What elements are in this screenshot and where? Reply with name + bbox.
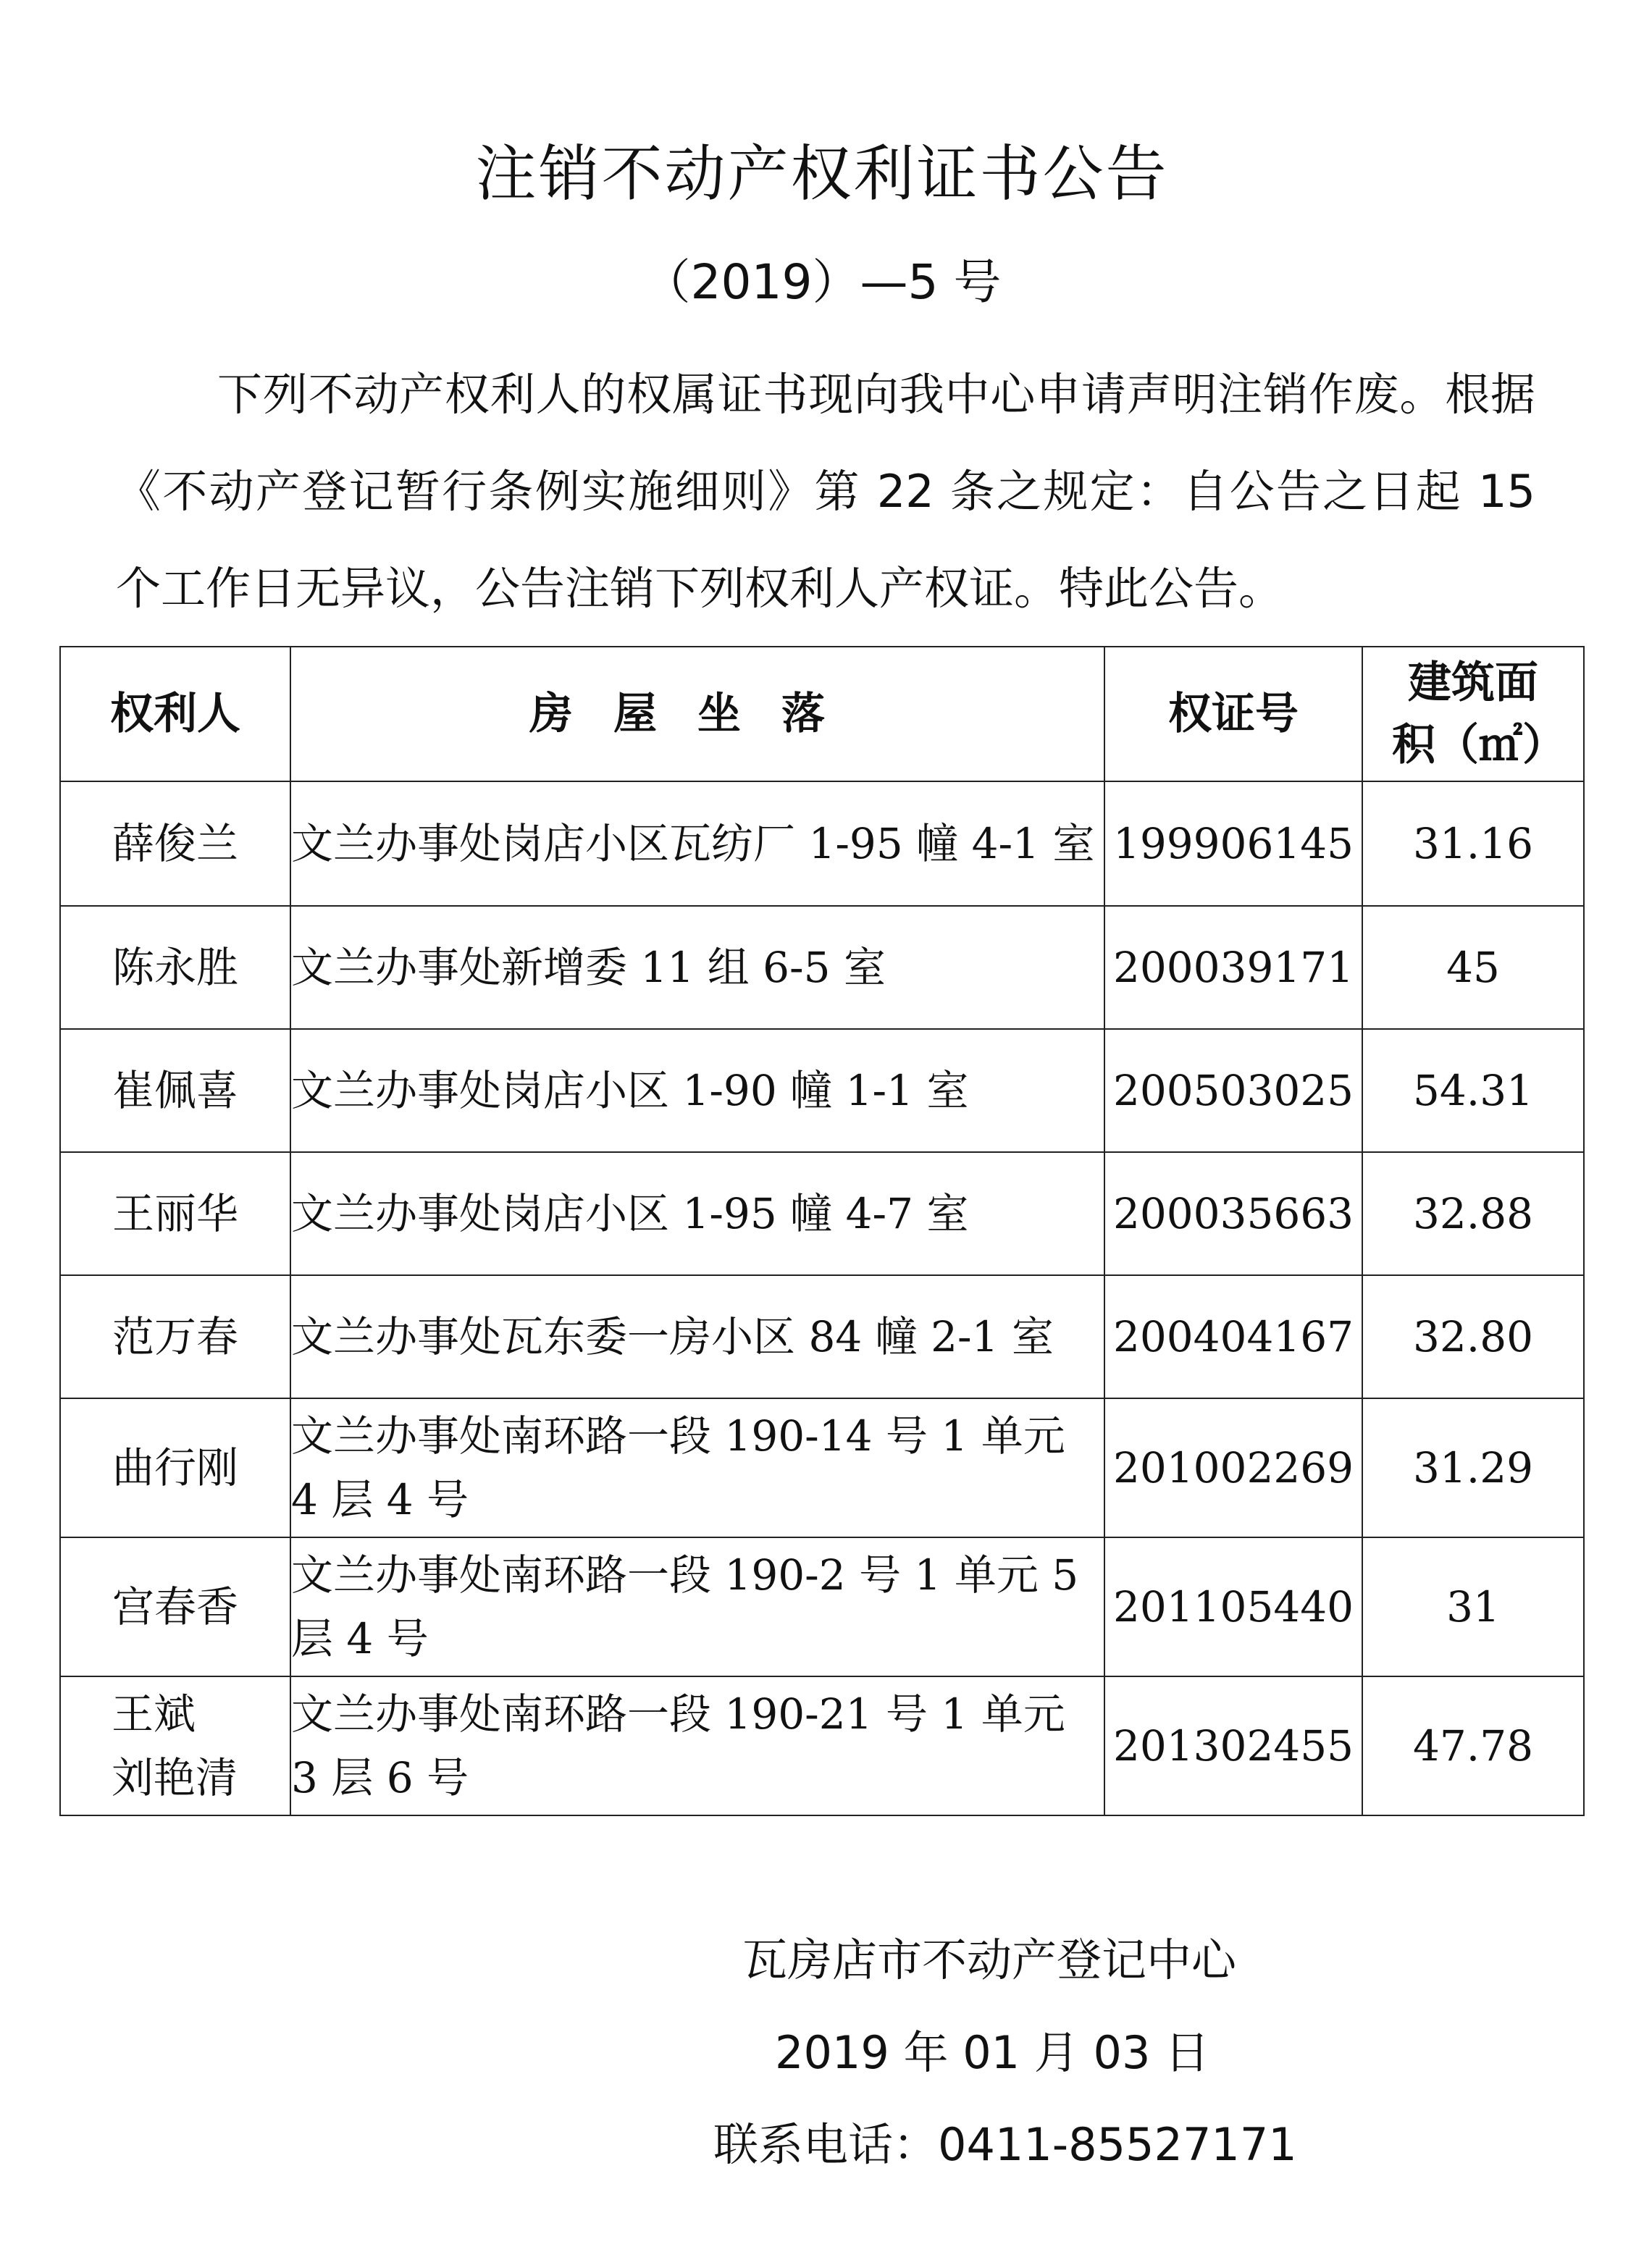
cell-area: 54.31 bbox=[1362, 1029, 1584, 1152]
cell-area: 32.88 bbox=[1362, 1152, 1584, 1275]
cell-owner: 宫春香 bbox=[60, 1537, 290, 1676]
table-row bbox=[60, 1152, 1584, 1275]
cell-cert-no: 200039171 bbox=[1104, 906, 1362, 1029]
cell-area: 31 bbox=[1362, 1537, 1584, 1676]
issuing-organization: 瓦房店市不动产登记中心 bbox=[742, 1933, 1237, 1986]
cell-cert-no: 199906145 bbox=[1104, 781, 1362, 906]
cell-cert-no: 201302455 bbox=[1104, 1676, 1362, 1815]
cell-cert-no: 200503025 bbox=[1104, 1029, 1362, 1152]
cell-address: 文兰办事处南环路一段 190-21 号 1 单元 3 层 6 号 bbox=[290, 1676, 1104, 1815]
table-row bbox=[60, 1676, 1584, 1815]
cell-address: 文兰办事处新增委 11 组 6-5 室 bbox=[290, 906, 1104, 1029]
header-area: 建筑面积（㎡） bbox=[1362, 647, 1584, 781]
header-address bbox=[290, 647, 1104, 781]
cell-cert-no: 201105440 bbox=[1104, 1537, 1362, 1676]
table-row bbox=[60, 1275, 1584, 1398]
cell-area: 32.80 bbox=[1362, 1275, 1584, 1398]
cell-address: 文兰办事处岗店小区瓦纺厂 1-95 幢 4-1 室 bbox=[290, 781, 1104, 906]
cell-owner bbox=[60, 1676, 290, 1815]
table-row bbox=[60, 1398, 1584, 1537]
cell-owner: 范万春 bbox=[60, 1275, 290, 1398]
table-row bbox=[60, 1029, 1584, 1152]
cell-cert-no: 200404167 bbox=[1104, 1275, 1362, 1398]
cell-address: 文兰办事处岗店小区 1-95 幢 4-7 室 bbox=[290, 1152, 1104, 1275]
issue-date: 2019 年 01 月 03 日 bbox=[775, 2026, 1210, 2079]
table-row bbox=[60, 906, 1584, 1029]
cell-owner: 陈永胜 bbox=[60, 906, 290, 1029]
certificate-table bbox=[59, 646, 1585, 1816]
table-row bbox=[60, 1537, 1584, 1676]
document-number: （2019）—5 号 bbox=[642, 254, 1002, 310]
cell-area: 47.78 bbox=[1362, 1676, 1584, 1815]
owner-name-1: 王斌 bbox=[112, 1689, 196, 1739]
cell-address: 文兰办事处岗店小区 1-90 幢 1-1 室 bbox=[290, 1029, 1104, 1152]
table-row bbox=[60, 781, 1584, 906]
cell-owner: 曲行刚 bbox=[60, 1398, 290, 1537]
notice-body: 下列不动产权利人的权属证书现向我中心申请声明注销作废。根据《不动产登记暂行条例实施细则》第 22 条之规定：自公告之日起 15 个工作日无异议，公告注销下列权利人产权证。特此公告。 bbox=[116, 368, 1535, 615]
cell-cert-no: 200035663 bbox=[1104, 1152, 1362, 1275]
cell-address: 文兰办事处瓦东委一房小区 84 幢 2-1 室 bbox=[290, 1275, 1104, 1398]
cell-address: 文兰办事处南环路一段 190-2 号 1 单元 5 层 4 号 bbox=[290, 1537, 1104, 1676]
contact-phone: 联系电话：0411-85527171 bbox=[713, 2118, 1297, 2171]
cell-cert-no: 201002269 bbox=[1104, 1398, 1362, 1537]
table-header-row bbox=[60, 647, 1584, 781]
header-address-label: 房屋坐落 bbox=[529, 689, 865, 739]
cell-owner: 王丽华 bbox=[60, 1152, 290, 1275]
cell-owner: 薛俊兰 bbox=[60, 781, 290, 906]
cell-area: 31.16 bbox=[1362, 781, 1584, 906]
cell-owner: 崔佩喜 bbox=[60, 1029, 290, 1152]
page-title: 注销不动产权利证书公告 bbox=[475, 138, 1169, 209]
cell-area: 31.29 bbox=[1362, 1398, 1584, 1537]
header-cert-no: 权证号 bbox=[1104, 647, 1362, 781]
cell-address: 文兰办事处南环路一段 190-14 号 1 单元 4 层 4 号 bbox=[290, 1398, 1104, 1537]
owner-name-2: 刘艳清 bbox=[112, 1753, 238, 1802]
cell-area: 45 bbox=[1362, 906, 1584, 1029]
header-owner: 权利人 bbox=[60, 647, 290, 781]
